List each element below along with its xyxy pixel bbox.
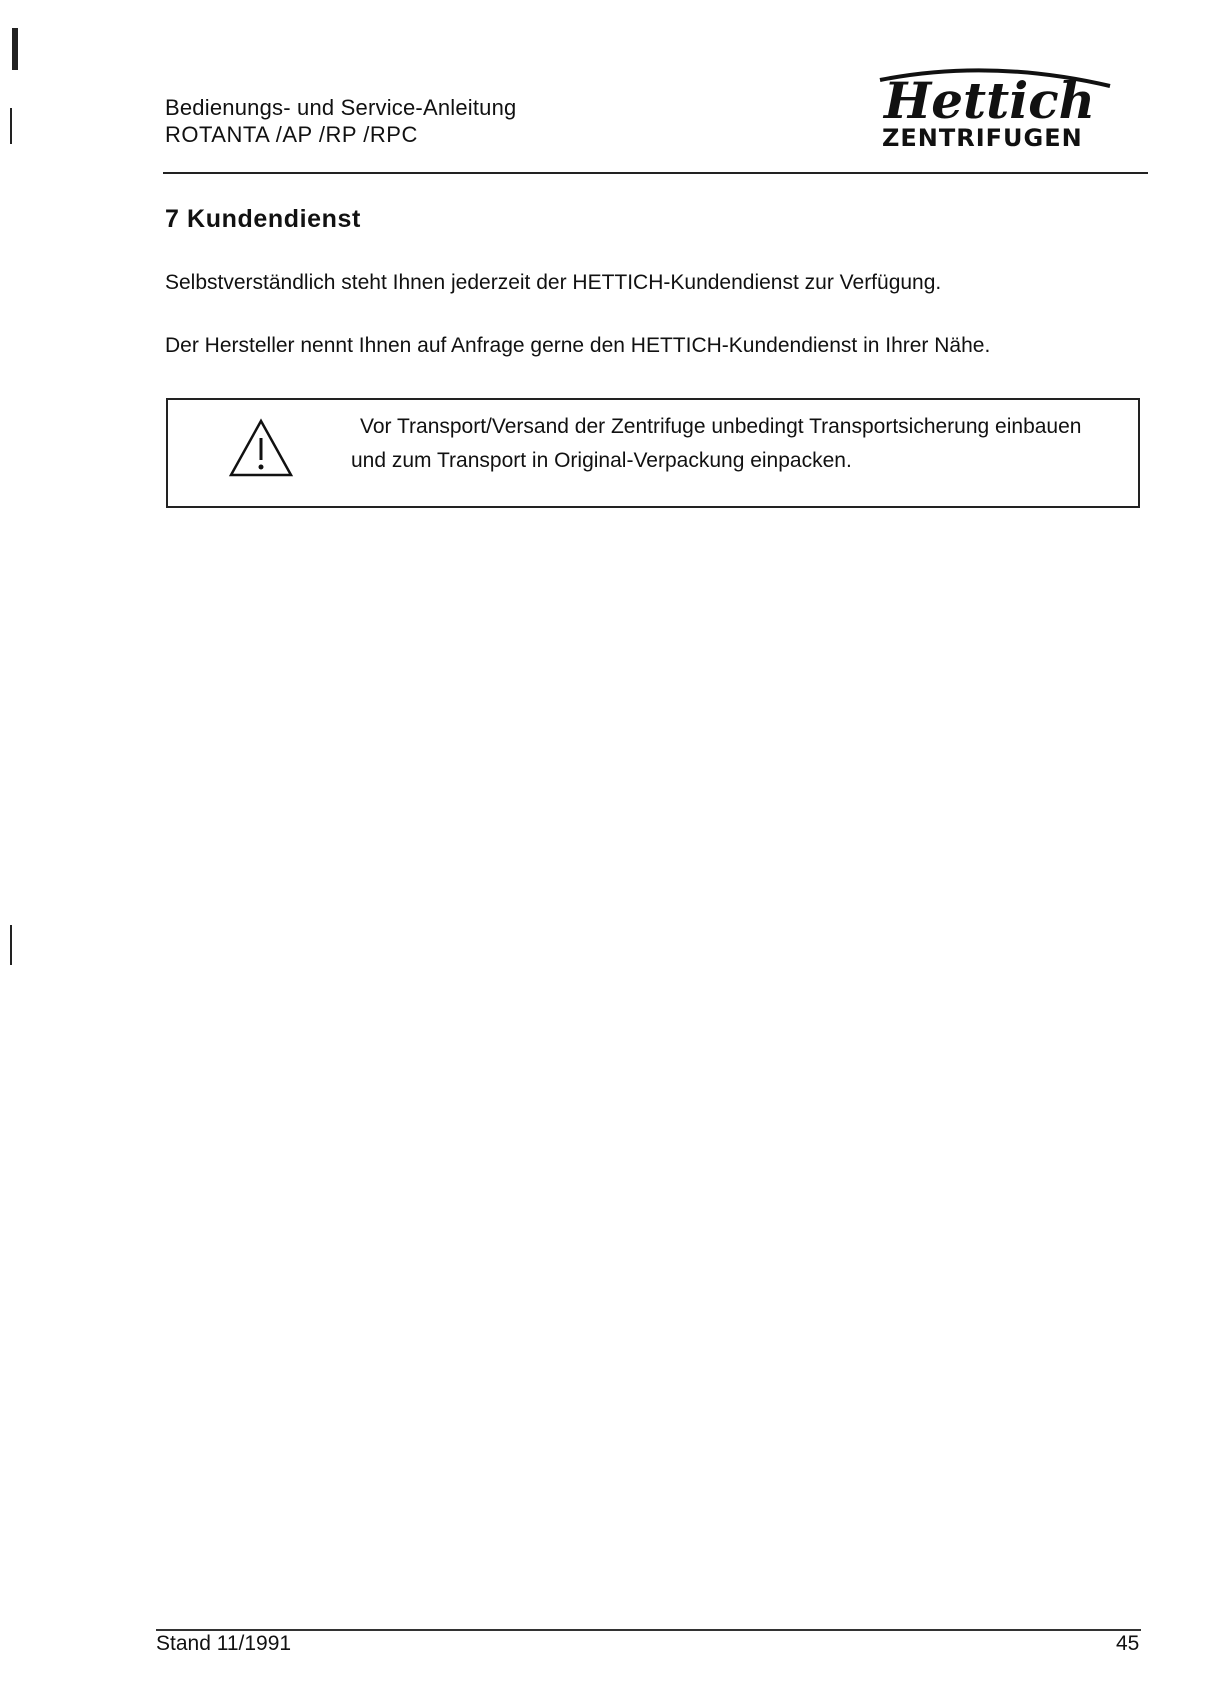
warning-text-line-2: und zum Transport in Original-Verpackung einpacken. [351, 449, 852, 472]
section-heading: 7 Kundendienst [165, 205, 361, 233]
paragraph-service-availability: Selbstverständlich steht Ihnen jederzeit der HETTICH-Kundendienst zur Verfügung. [165, 271, 942, 294]
footer-date: Stand 11/1991 [156, 1632, 292, 1655]
warning-text-line-1: Vor Transport/Versand der Zentrifuge unbedingt Transportsicherung einbauen [360, 415, 1082, 438]
logo-tagline: ZENTRIFUGEN [882, 124, 1083, 152]
footer-divider [156, 1629, 1141, 1631]
scan-artifact [12, 28, 18, 70]
logo-brand-text: Hettich [884, 71, 1096, 128]
scan-artifact [10, 108, 12, 144]
page-number: 45 [1116, 1632, 1140, 1655]
document-subtitle: ROTANTA /AP /RP /RPC [165, 122, 418, 147]
warning-box [166, 398, 1140, 508]
scan-artifact [10, 925, 12, 965]
document-title: Bedienungs- und Service-Anleitung [165, 95, 517, 120]
warning-triangle-icon [228, 418, 294, 478]
hettich-logo-mark [860, 58, 1120, 128]
header-divider [163, 172, 1148, 174]
paragraph-manufacturer-info: Der Hersteller nennt Ihnen auf Anfrage gerne den HETTICH-Kundendienst in Ihrer Nähe. [165, 334, 991, 357]
